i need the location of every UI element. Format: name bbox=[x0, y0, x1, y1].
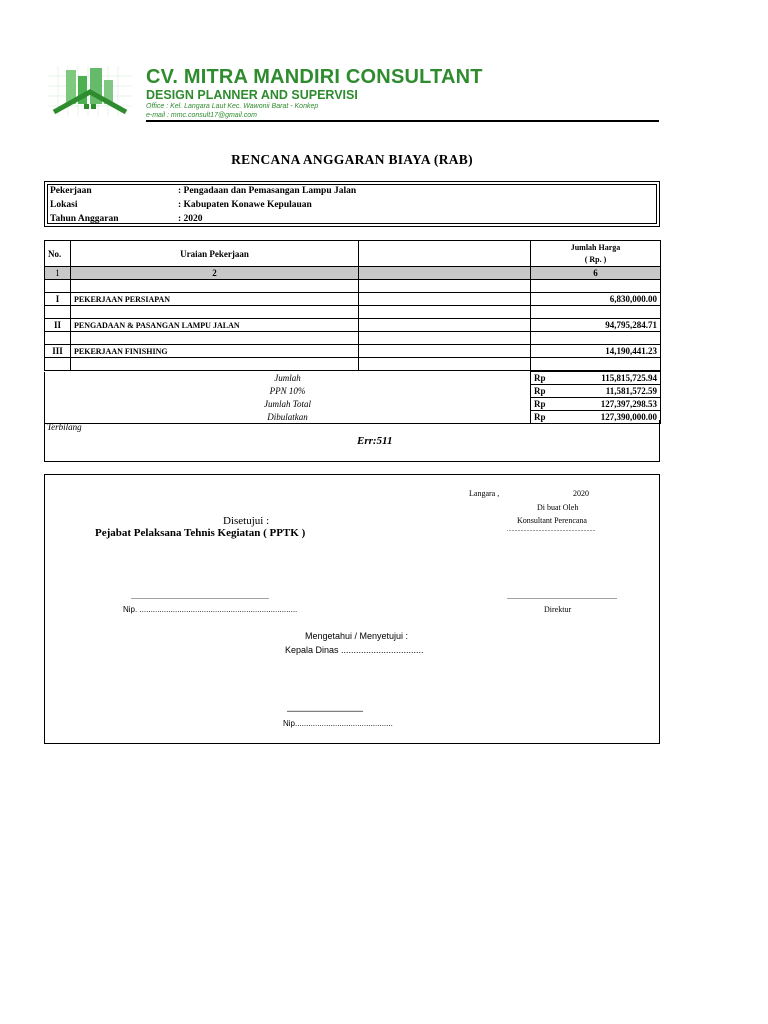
terbilang-box bbox=[44, 420, 660, 462]
sign-nip-kepala: Nip............................................ bbox=[283, 719, 393, 728]
table-row: I PEKERJAAN PERSIAPAN 6,830,000.00 bbox=[45, 293, 661, 306]
sign-direktur-line: ....................................................... bbox=[507, 592, 617, 601]
info-label: Tahun Anggaran bbox=[50, 214, 119, 224]
project-info-box bbox=[44, 181, 660, 227]
rab-table bbox=[44, 240, 660, 424]
table-row: III PEKERJAAN FINISHING 14,190,441.23 bbox=[45, 345, 661, 358]
company-header bbox=[146, 66, 483, 120]
total-row-dibulatkan: Dibulatkan Rp 127,390,000.00 bbox=[45, 411, 661, 424]
sign-konsultan-line: ........................................................... bbox=[507, 527, 596, 533]
company-email: e-mail : mmc.consult17@gmail.com bbox=[146, 112, 257, 119]
sign-nip-pptk: Nip. ....................................................................... bbox=[123, 605, 298, 614]
sign-kepala-line: ...................................... bbox=[287, 705, 363, 714]
sign-pptk-line: ..................................................................... bbox=[131, 592, 269, 601]
sign-konsultan: Konsultant Perencana bbox=[517, 516, 587, 525]
table-row: II PENGADAAN & PASANGAN LAMPU JALAN 94,795,284.71 bbox=[45, 319, 661, 332]
sign-pptk-title: Pejabat Pelaksana Tehnis Kegiatan ( PPTK ) bbox=[95, 527, 306, 539]
header-no: No. bbox=[45, 241, 71, 267]
info-label: Pekerjaan bbox=[50, 186, 92, 196]
sign-place: Langara , bbox=[469, 489, 500, 498]
company-office: Office : Kel. Langara Laut Kec. Wawonii Barat - Konkep bbox=[146, 103, 319, 110]
sign-year: 2020 bbox=[573, 489, 589, 498]
company-name: CV. MITRA MANDIRI CONSULTANT bbox=[146, 66, 483, 88]
terbilang-value: Err:511 bbox=[357, 435, 393, 447]
header-divider bbox=[146, 120, 659, 122]
total-row-ppn: PPN 10% Rp 11,581,572.59 bbox=[45, 385, 661, 398]
info-value: : Pengadaan dan Pemasangan Lampu Jalan bbox=[178, 186, 357, 196]
info-value: : Kabupaten Konawe Kepulauan bbox=[178, 200, 312, 210]
header-jumlah-harga: Jumlah Harga ( Rp. ) bbox=[531, 241, 661, 267]
table-header-row bbox=[45, 241, 661, 267]
column-number-row: 1 2 6 bbox=[45, 267, 661, 280]
terbilang-label: Terbilang bbox=[47, 422, 82, 432]
header-uraian: Uraian Pekerjaan bbox=[71, 241, 359, 267]
total-row-jumlah: Jumlah Rp 115,815,725.94 bbox=[45, 372, 661, 385]
info-label: Lokasi bbox=[50, 200, 78, 210]
sign-direktur: Direktur bbox=[544, 605, 572, 614]
sign-kepala-dinas: Kepala Dinas ................................. bbox=[285, 645, 424, 655]
company-tagline: DESIGN PLANNER AND SUPERVISI bbox=[146, 88, 358, 102]
company-logo bbox=[48, 66, 132, 116]
signature-box bbox=[44, 474, 660, 744]
sign-mengetahui: Mengetahui / Menyetujui : bbox=[305, 631, 409, 641]
sign-dibuat-oleh: Di buat Oleh bbox=[537, 503, 579, 512]
total-row-jumlah-total: Jumlah Total Rp 127,397,298.53 bbox=[45, 398, 661, 411]
document-title: RENCANA ANGGARAN BIAYA (RAB) bbox=[231, 152, 473, 167]
info-value: : 2020 bbox=[178, 214, 203, 224]
sign-disetujui: Disetujui : bbox=[223, 515, 270, 527]
